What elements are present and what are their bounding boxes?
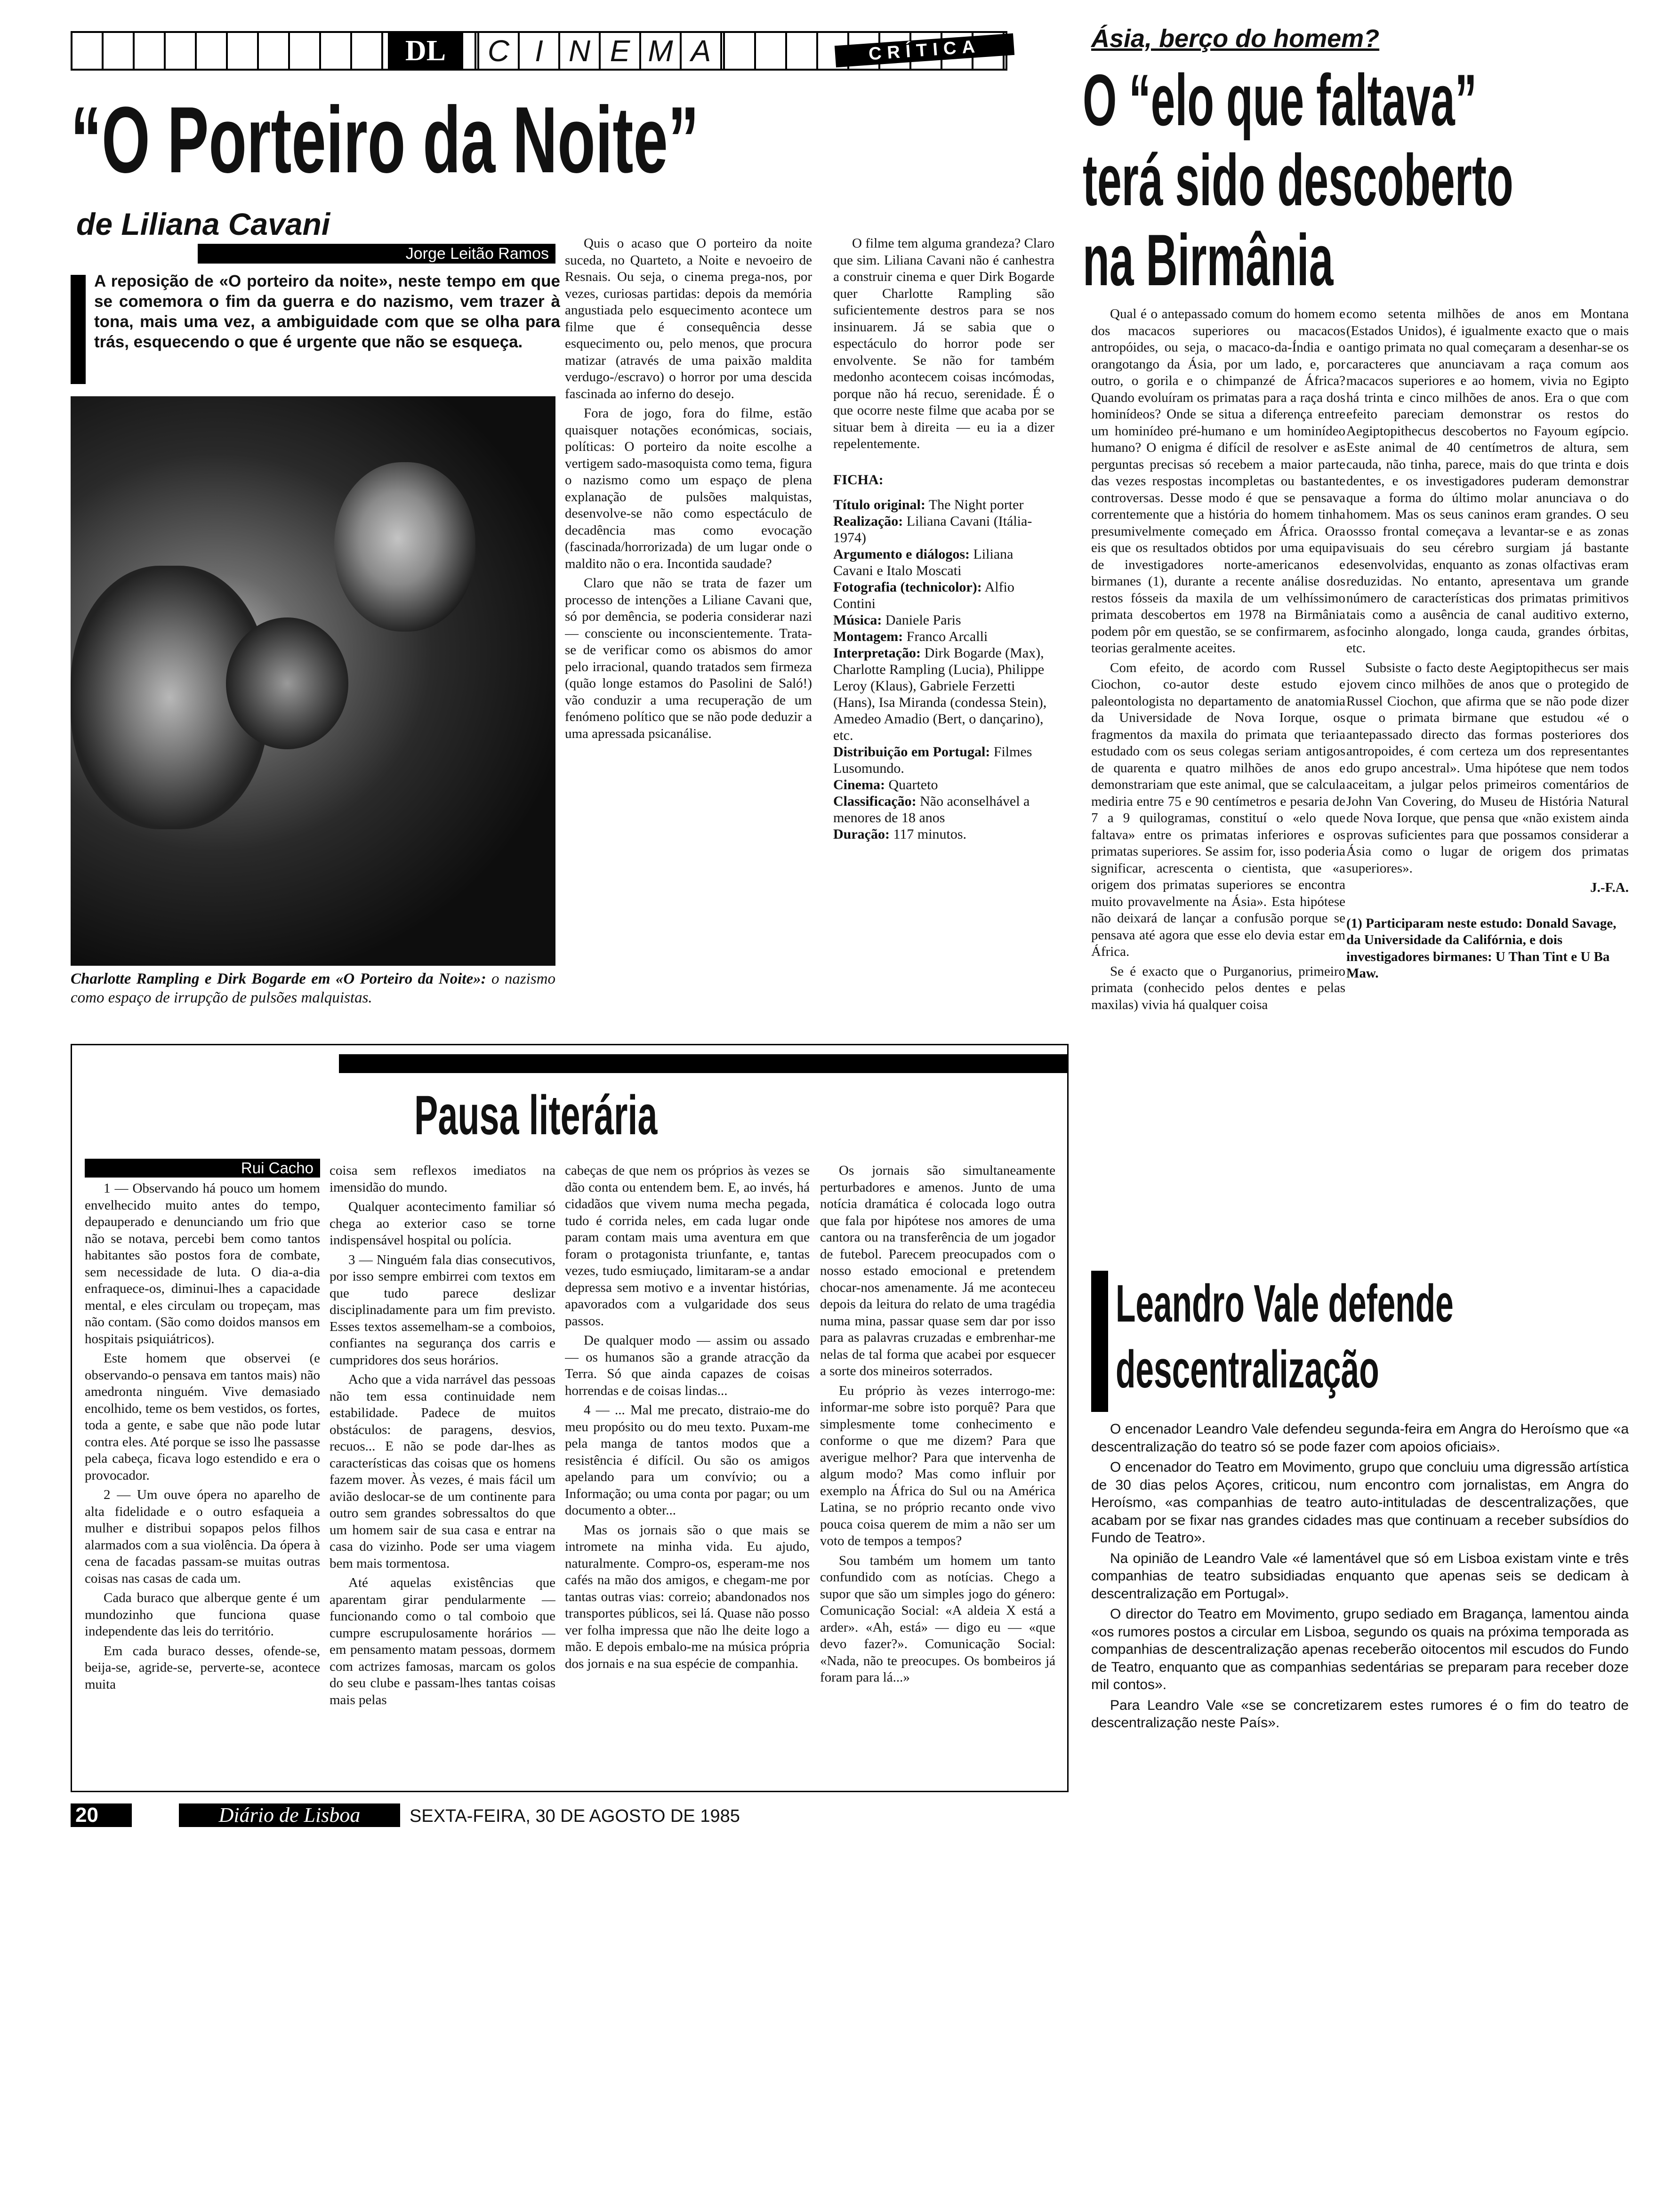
asia-paragraph: Qual é o antepassado comum do homem e dos macacos superiores ou macacos antropóides, ou seja, o macaco-da-Índia e o orangotango da Ásia, por um lado, e, por outro, o gorila e o chimpanzé de África? Quando evoluíram os primatas para a raça dos hominídeos? Onde se situa a diferença entre um hominídeo pré-humano e um hominídeo humano? O enigma é difícil de resolver e as perguntas precisas só recebem a maior parte das vezes respostas incompletas ou bastante controversas. Desse modo é que se pensava correntemente que a história do homem tinha presumivelmente começado em África. Ora eis que os resultados obtidos por uma equipa de investigadores norte-americanos e birmanes (1), durante a recente análise dos restos fósseis da maxila de um velhíssimo primata descobertos em 1978 na Birmânia podem pôr em questão, se se confirmarem, as teorias geralmente aceites. xyxy=(1091,306,1345,656)
ficha-row xyxy=(833,777,1054,793)
pausa-paragraph: De qualquer modo — assim ou assado — os humanos são a grande atracção da Terra. Só que ainda capazes de coisas horrendas e de coisas lindas... xyxy=(565,1333,810,1398)
film-lead: A reposição de «O porteiro da noite», neste tempo em que se comemora o fim da guerra e do nazismo, vem trazer à tona, mais uma vez, a ambiguidade com que se olha para trás, esquecendo o que é urgente que não se esqueça. xyxy=(94,272,560,351)
ficha-label: Título original: xyxy=(833,497,925,513)
pausa-paragraph: Eu próprio às vezes interrogo-me: informar-me sobre isto porquê? Para que simplesmente tome conhecimento e conforme o que me dizem? Para que averigue melhor? Para que intervenha de algum modo? Mas como influir por exemplo na África do Sul ou na América Latina, se no próprio recanto onde vivo pouca coisa querem de mim a não ser um voto de tempos a tempos? xyxy=(820,1383,1055,1548)
ficha-label: Música: xyxy=(833,612,882,628)
ficha-row xyxy=(833,628,1054,645)
ficha-value: Não aconselhável a menores de 18 anos xyxy=(833,793,1030,825)
pausa-paragraph: cabeças de que nem os próprios às vezes se dão conta ou entendem bem. E, ao invés, há cidadãos que vivem numa mecha pegada, tudo é corrida neles, em cada lugar onde param contam mais uma aventura em que foram o protagonista triunfante, e, tantas vezes, tudo esmiuçado, limitaram-se a andar depressa sem motivo e a inventar histórias, apavorados com a vulgaridade dos seus passos. xyxy=(565,1163,810,1329)
pausa-author: Rui Cacho xyxy=(85,1159,320,1178)
film-paragraph: Claro que não se trata de fazer um processo de intenções a Liliane Cavani que, só por demência, se poderia considerar nazi — consciente ou inconscientemente. Trata-se de verificar como os abismos do amor pelo irracional, quando tratados sem firmeza (quão longe estamos do Pasolini de Saló!) vão conduzir a uma recuperação de um fenómeno político que se não pode deduzir a uma apressada psicanálise. xyxy=(565,576,812,741)
film-column-2 xyxy=(833,235,1054,1035)
ficha-row xyxy=(833,645,1054,744)
ficha-label: Duração: xyxy=(833,826,890,842)
ficha-value: Franco Arcalli xyxy=(906,628,988,644)
pausa-paragraph: 2 — Um ouve ópera no aparelho de alta fidelidade e o outro esfaqueia a mulher e distribui sopapos pelos filhos alarmados com a sua violência. Da ópera à cena de facadas passam-se muitas outras coisas nas casas de cada um. xyxy=(85,1487,320,1586)
pausa-column-1 xyxy=(85,1180,320,1769)
asia-signature: J.-F.A. xyxy=(1590,880,1629,895)
leandro-paragraph: Para Leandro Vale «se se concretizarem estes rumores é o fim do teatro de descentralização neste País». xyxy=(1091,1697,1629,1731)
asia-paragraph: Subsiste o facto deste Aegiptopithecus ser mais jovem cinco milhões de anos que o protegido de Russel Ciochon, que afirma que se não pode dizer que o primata birmane que estudou «é o antepassado directo das formas posteriores dos antropoides, é com certeza um dos representantes do grupo ancestral». Uma hipótese que nem todos aceitam, a julgar pelos primeiros comentários de John Van Covering, do Museu de História Natural de Nova Iorque, que pensa que «não existem ainda provas suficientes para que possamos considerar a Ásia como o lugar de origem dos primatas superiores». xyxy=(1346,660,1629,876)
ficha-value: The Night porter xyxy=(928,497,1024,513)
header-letter: N xyxy=(558,33,599,69)
asia-paragraph: Se é exacto que o Purganorius, primeiro primata (conhecido pelos dentes e pelas maxilas) vivia há qualquer coisa xyxy=(1091,963,1345,1012)
film-paragraph: Fora de jogo, fora do filme, estão quaisquer notações económicas, sociais, políticas: O porteiro da noite escolhe a vertigem sado-masoquista como tema, figura o nazismo como um espaço de plena explanação de pulsões malquistas, desenvolve-se não como espectáculo de decadência mas como evocação (fascinada/horrorizada) de um lugar onde o maldito não o era. Incontida saudade? xyxy=(565,406,812,571)
pausa-title: Pausa literária xyxy=(414,1084,658,1146)
ficha-label: Montagem: xyxy=(833,628,903,644)
pausa-paragraph: coisa sem reflexos imediatos na imensidão do mundo. xyxy=(330,1163,555,1195)
leandro-paragraph: O director do Teatro em Movimento, grupo sediado em Bragança, lamentou ainda «os rumores postos a circular em Lisboa, segundo os quais na próxima temporada as companhias de descentralização apenas receberão oitocentos mil escudos do Fundo de Teatro, enquanto que as companhias sedentárias se preparam para receber doze mil contos». xyxy=(1091,1606,1629,1692)
header-letter: M xyxy=(639,33,680,69)
film-photo xyxy=(71,396,555,966)
pausa-paragraph: Acho que a vida narrável das pessoas não tem essa continuidade nem estabilidade. Padece de muitos obstáculos: de paragens, desvios, recuos... E não se pode dar-lhes as características das coisas que os homens fazem mover. Às vezes, é mais fácil um avião deslocar-se de um continente para outro sem grandes sobressaltos do que um homem sair de sua casa e entrar na casa do vizinho. Pode ser uma viagem bem mais tormentosa. xyxy=(330,1372,555,1571)
ficha-value: Dirk Bogarde (Max), Charlotte Rampling (Lucia), Philippe Leroy (Klaus), Gabriele Ferzetti (Hans), Isa Miranda (condessa Stein), Amedeo Amadio (Bert, o dançarino), etc. xyxy=(833,645,1047,743)
ficha-title: FICHA: xyxy=(833,472,884,488)
issue-date: SEXTA-FEIRA, 30 DE AGOSTO DE 1985 xyxy=(410,1806,740,1826)
asia-footnote: (1) Participaram neste estudo: Donald Savage, da Universidade da Califórnia, e dois investigadores birmanes: U Than Tint e U Ba Maw. xyxy=(1346,915,1617,981)
leandro-rule xyxy=(1091,1271,1108,1412)
photo-figure xyxy=(226,617,348,749)
ficha-row xyxy=(833,826,1054,842)
pausa-column-4 xyxy=(820,1162,1055,1774)
ficha xyxy=(833,472,1054,842)
lead-rule xyxy=(71,275,86,384)
asia-column-2 xyxy=(1346,306,1629,1144)
caption-names: Charlotte Rampling e Dirk Bogarde em «O Porteiro da Noite»: xyxy=(71,970,486,987)
film-subtitle: de Liliana Cavani xyxy=(76,207,330,241)
pausa-paragraph: 3 — Ninguém fala dias consecutivos, por isso sempre embirrei com textos em que tudo parece deslizar disciplinadamente para um fim previsto. Esses textos assemelham-se a comboios, confiantes na segurança dos carris e cumpridores dos seus horários. xyxy=(330,1252,555,1368)
pausa-paragraph: Cada buraco que alberque gente é um mundozinho que funciona quase independente das leis do território. xyxy=(85,1590,320,1639)
asia-title: O “elo que faltava” terá sido descoberto na Birmânia xyxy=(1083,60,1513,300)
film-paragraph: O filme tem alguma grandeza? Claro que sim. Liliana Cavani não é canhestra a construir cinema e quer Dirk Bogarde quer Charlotte Rampling são suficientemente destros para se nos insinuarem. Já se sabia que o espectáculo do horror pode ser envolvente. Se não for também medonho acontecem coisas incómodas, porque não há recuo, serenidade. É o que ocorre neste filme que acaba por se situar bem à direita — eu ia a dizer repelentemente. xyxy=(833,236,1054,451)
film-author: Jorge Leitão Ramos xyxy=(198,244,555,264)
ficha-value: Liliana Cavani e Italo Moscati xyxy=(833,546,1014,578)
asia-kicker: Ásia, berço do homem? xyxy=(1091,24,1380,53)
page-number: 20 xyxy=(71,1803,132,1827)
ficha-label: Argumento e diálogos: xyxy=(833,546,970,562)
ficha-value: Alfio Contini xyxy=(833,579,1014,611)
pausa-column-3 xyxy=(565,1162,810,1774)
ficha-label: Fotografia (technicolor): xyxy=(833,579,982,595)
asia-paragraph: como setenta milhões de anos em Montana (Estados Unidos), é igualmente exacto que o mais antigo primata no qual começaram a desenhar-se os caracteres que anunciavam a raça comum aos macacos superiores e ao homem, vivia no Egipto há trinta e cinco milhões de anos. Era o que com efeito pareciam demonstrar os restos do Aegiptopithecus descobertos no Fayoum egípcio. Este animal de 40 centímetros de altura, sem cauda, não tinha, parece, mais do que trinta e dois dentes, e os investigadores puderam demonstrar que a forma do último molar anunciava o do homem. Mas os seus caninos eram grandes. O seu ossso frontal começava a levantar-se e as zonas visuais do seu cérebro surgiam já bastante desenvolvidas, enquanto as zonas olfactivas eram reduzidas. No entanto, apresentava um grande número de características dos primatas primitivos tais como a ausência de canal auditivo externo, focinho alongado, longa cauda, grandes órbitas, etc. xyxy=(1346,306,1629,656)
photo-figure xyxy=(334,462,475,632)
asia-column-1 xyxy=(1091,306,1345,1167)
pausa-paragraph: Em cada buraco desses, ofende-se, beija-se, agride-se, perverte-se, acontece muita xyxy=(85,1643,320,1692)
pausa-paragraph: Qualquer acontecimento familiar só chega ao exterior caso se torne indispensável hospital ou polícia. xyxy=(330,1199,555,1248)
pausa-paragraph: 4 — ... Mal me precato, distraio-me do meu propósito ou do meu texto. Puxam-me pela manga de tantos modos que a resistência é difícil. Ou são os amigos apelando para um convívio; ou a Informação; ou uma conta por pagar; ou um documento a obter... xyxy=(565,1403,810,1518)
pausa-paragraph: Até aquelas existências que aparentam girar pendularmente — funcionando como o tal comboio que cumpre escrupulosamente horários — em pensamento matam pessoas, dormem com actrizes famosas, marcam os golos do seu clube e passam-lhes tantas coisas mais pelas xyxy=(330,1575,555,1707)
pausa-paragraph: Sou também um homem um tanto confundido com as notícias. Chego a supor que são um simples jogo do género: Comunicação Social: «A aldeia X está a arder». «Ah, está» — digo eu — «que devo fazer?». Comunicação Social: «Nada, não te preocupes. Os bombeiros já foram para lá...» xyxy=(820,1553,1055,1685)
ficha-value: Daniele Paris xyxy=(885,612,961,628)
leandro-title: Leandro Vale defende descentralização xyxy=(1116,1274,1454,1399)
ficha-row xyxy=(833,793,1054,826)
ficha-label: Cinema: xyxy=(833,777,885,793)
ficha-value: 117 minutos. xyxy=(893,826,967,842)
ficha-label: Realização: xyxy=(833,513,903,529)
ficha-row xyxy=(833,579,1054,612)
ficha-value: Quarteto xyxy=(888,777,938,793)
ficha-row xyxy=(833,744,1054,777)
pausa-paragraph: Os jornais são simultaneamente perturbadores e amenos. Junto de uma notícia dramática é colocada logo outra que fala por hipótese nos amores de uma cantora ou na transferência de um jogador de futebol. Parecem preocupados com o nosso estado emocional e pretendem chocar-nos amenamente. Já me aconteceu depois da leitura do relato de uma tragédia numa mina, passar quase sem dar por isso para as palavras cruzadas e embrenhar-me nelas de tal forma que acabei por esquecer a sorte dos mineiros soterrados. xyxy=(820,1163,1055,1378)
pausa-column-2 xyxy=(330,1162,555,1774)
header-letter: A xyxy=(680,33,722,69)
ficha-label: Classificação: xyxy=(833,793,917,809)
film-title: “O Porteiro da Noite” xyxy=(71,88,699,192)
ficha-row xyxy=(833,497,1054,513)
pausa-top-rule xyxy=(339,1054,1069,1073)
pausa-paragraph: 1 — Observando há pouco um homem envelhecido muito antes do tempo, depauperado e denunciando um frio que não se notava, percebi bem como tantos habitantes são postos fora de combate, sem necessidade de luta. O dia-a-dia enfraquece-os, diminui-lhes a capacidade mental, e eles circulam ou tropeçam, mas não contam. (São como doidos mansos em hospitais psiquiátricos). xyxy=(85,1181,320,1346)
header-critica-badge: CRÍTICA xyxy=(835,33,1014,67)
header-letter: C xyxy=(477,33,518,69)
section-header xyxy=(71,31,1007,71)
leandro-paragraph: O encenador Leandro Vale defendeu segunda-feira em Angra do Heroísmo que «a descentralização do teatro só se pode fazer com apoios oficiais». xyxy=(1091,1421,1629,1455)
header-logo: DL xyxy=(388,33,463,69)
leandro-paragraph: Na opinião de Leandro Vale «é lamentável que só em Lisboa existam vinte e três companhias de teatro subsidiadas enquanto que apenas seis se dedicam à descentralização em Portugal». xyxy=(1091,1550,1629,1602)
caption-text: o nazismo como espaço de irrupção de pulsões malquistas. xyxy=(71,970,556,1006)
ficha-row xyxy=(833,612,1054,628)
asia-paragraph: Com efeito, de acordo com Russel Ciochon, co-autor deste estudo e paleontologista no departamento de anatomia da Universidade de Nova Iorque, os fragmentos da maxila do primata que teria estudado com os seus colegas seriam antigos de quarenta e quatro milhões de anos e demonstrariam que este animal, que se calcula mediria entre 75 e 90 centímetros e pesaria de 7 a 9 quilogramas, constituí o «elo que faltava» entre os primatas inferiores e os primatas superiores. Se assim for, isso poderia significar, acrescenta o cientista, que «a origem dos primatas superiores se encontra muito provavelmente na Ásia». Esta hipótese não deixará de lançar a confusão porque se pensava até agora que esse elo devia estar em África. xyxy=(1091,660,1345,959)
ficha-label: Interpretação: xyxy=(833,645,921,661)
leandro-paragraph: O encenador do Teatro em Movimento, grupo que concluiu uma digressão artística de 30 dias pelos Açores, criticou, num encontro com jornalistas, em Angra do Heroísmo, «as companhias de teatro auto-intituladas de descentralizações, que acabam por se fixar nas grandes cidades mas que continuam a receber subsídios do Fundo de Teatro». xyxy=(1091,1459,1629,1546)
ficha-value: Filmes Lusomundo. xyxy=(833,744,1032,776)
header-section-letters xyxy=(477,33,722,69)
pausa-paragraph: Mas os jornais são o que mais se intromete na minha vida. Eu ajudo, naturalmente. Compro-os, esperam-me nos cafés na mão dos amigos, e chegam-me por tantas outras vias: correio; abandonados nos transportes públicos, sei lá. Quase não posso ver folha impressa que não lhe deite logo a mão. E depois embalo-me na música própria dos jornais e na sua espécie de companhia. xyxy=(565,1522,810,1671)
header-letter: I xyxy=(518,33,558,69)
photo-caption xyxy=(71,970,555,1007)
film-paragraph: Quis o acaso que O porteiro da noite suceda, no Quarteto, a Noite e nevoeiro de Resnais. Ou seja, o cinema prega-nos, por vezes, curiosas partidas: depois da memória angustiada pelo esquecimento acontece um filme que é consequência desse esquecimento ou, pelo menos, que procura matizar (através de uma paixão maldita verdugo-/escravo) o horror por uma descida fascinada ao inferno do desejo. xyxy=(565,236,812,401)
film-column-1 xyxy=(565,235,812,1035)
ficha-row xyxy=(833,546,1054,579)
pausa-paragraph: Este homem que observei (e observando-o pensava em tantos mais) não amedronta ninguém. Vive demasiado encolhido, teme os bem vestidos, os fortes, toda a gente, e sabe que não pode lutar contra eles. Até porque se isso lhe passasse pela cabeça, ficava logo estendido e era o provocador. xyxy=(85,1351,320,1483)
ficha-label: Distribuição em Portugal: xyxy=(833,744,990,760)
ficha-row xyxy=(833,513,1054,546)
leandro-body xyxy=(1091,1420,1629,1778)
header-letter: E xyxy=(599,33,639,69)
newspaper-name: Diário de Lisboa xyxy=(179,1803,400,1827)
ficha-value: Liliana Cavani (Itália-1974) xyxy=(833,513,1032,545)
